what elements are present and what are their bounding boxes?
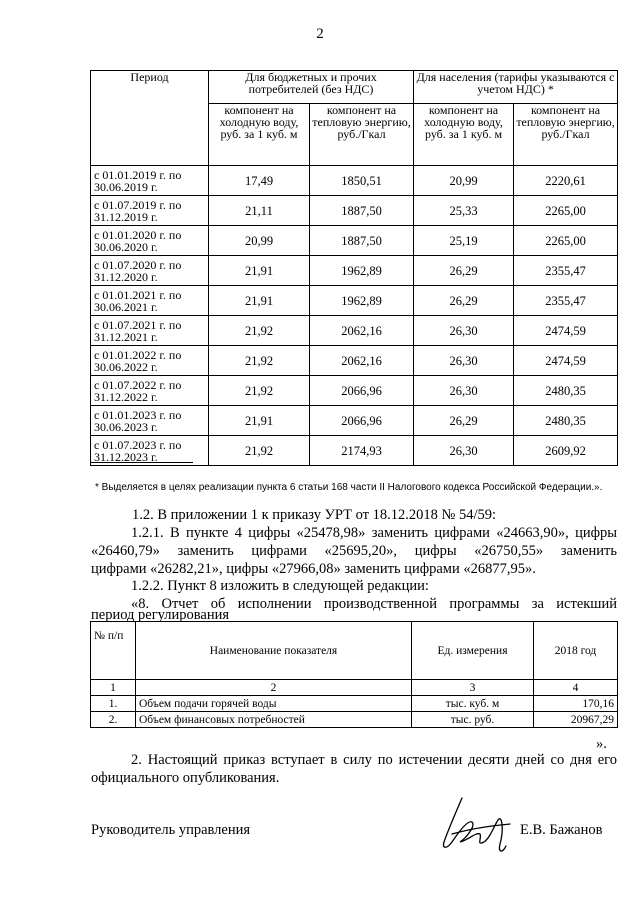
- header-population-heat: компонент на тепловую энергию, руб./Гкал: [514, 104, 618, 166]
- population-heat-cell: 2474,59: [514, 316, 618, 346]
- row-unit: тыс. руб.: [412, 712, 534, 728]
- row-indicator: Объем финансовых потребностей: [136, 712, 412, 728]
- period-cell: с 01.07.2023 г. по 31.12.2023 г.: [91, 436, 209, 466]
- period-cell: с 01.01.2022 г. по 30.06.2022 г.: [91, 346, 209, 376]
- paragraph-8-line-1: «8. Отчет об исполнении производственной программы за истекший: [131, 596, 617, 612]
- header-num: № п/п: [91, 622, 136, 680]
- population-heat-cell: 2609,92: [514, 436, 618, 466]
- table-row: [91, 406, 618, 436]
- budget-water-cell: 21,91: [209, 286, 310, 316]
- table-row: [91, 256, 618, 286]
- handwritten-signature: [432, 790, 522, 865]
- closing-quote: ».: [596, 736, 607, 752]
- budget-water-cell: 21,92: [209, 436, 310, 466]
- paragraph-1-2: 1.2. В приложении 1 к приказу УРТ от 18.12.2018 № 54/59:: [132, 507, 497, 523]
- footnote-separator: [91, 462, 193, 463]
- population-water-cell: 26,29: [414, 256, 514, 286]
- budget-water-cell: 21,11: [209, 196, 310, 226]
- population-water-cell: 26,30: [414, 346, 514, 376]
- row-num: 2.: [91, 712, 136, 728]
- paragraph-8-line-2: период регулирования: [91, 607, 230, 623]
- budget-water-cell: 17,49: [209, 166, 310, 196]
- page-number: 2: [316, 26, 324, 42]
- budget-heat-cell: 2062,16: [310, 316, 414, 346]
- row-unit: тыс. куб. м: [412, 696, 534, 712]
- population-water-cell: 26,30: [414, 436, 514, 466]
- period-cell: с 01.07.2020 г. по 31.12.2020 г.: [91, 256, 209, 286]
- period-cell: с 01.01.2019 г. по 30.06.2019 г.: [91, 166, 209, 196]
- header-population-water: компонент на холодную воду, руб. за 1 куб. м: [414, 104, 514, 166]
- period-cell: с 01.07.2022 г. по 31.12.2022 г.: [91, 376, 209, 406]
- population-water-cell: 26,30: [414, 376, 514, 406]
- population-water-cell: 25,33: [414, 196, 514, 226]
- row-num: 1.: [91, 696, 136, 712]
- budget-heat-cell: 1962,89: [310, 256, 414, 286]
- population-heat-cell: 2265,00: [514, 226, 618, 256]
- budget-water-cell: 21,92: [209, 346, 310, 376]
- budget-heat-cell: 1962,89: [310, 286, 414, 316]
- budget-heat-cell: 2062,16: [310, 346, 414, 376]
- index-cell: 3: [412, 680, 534, 696]
- header-period: Период: [91, 71, 209, 166]
- table-row: [91, 376, 618, 406]
- budget-water-cell: 21,92: [209, 376, 310, 406]
- budget-water-cell: 20,99: [209, 226, 310, 256]
- population-water-cell: 26,29: [414, 286, 514, 316]
- population-heat-cell: 2480,35: [514, 406, 618, 436]
- population-heat-cell: 2480,35: [514, 376, 618, 406]
- paragraph-1-2-1-line-3: цифрами «26282,21», цифры «27966,08» заменить цифрами «26877,95».: [91, 561, 536, 577]
- index-cell: 1: [91, 680, 136, 696]
- population-heat-cell: 2265,00: [514, 196, 618, 226]
- population-water-cell: 25,19: [414, 226, 514, 256]
- index-cell: 4: [534, 680, 618, 696]
- budget-heat-cell: 1887,50: [310, 226, 414, 256]
- signatory-title: Руководитель управления: [91, 822, 251, 838]
- header-budget-water: компонент на холодную воду, руб. за 1 куб. м: [209, 104, 310, 166]
- budget-heat-cell: 2066,96: [310, 406, 414, 436]
- budget-heat-cell: 2174,93: [310, 436, 414, 466]
- population-heat-cell: 2355,47: [514, 286, 618, 316]
- signatory-name: Е.В. Бажанов: [520, 822, 603, 838]
- paragraph-1-2-2: 1.2.2. Пункт 8 изложить в следующей редакции:: [131, 578, 429, 594]
- table-row: [91, 436, 618, 466]
- budget-water-cell: 21,92: [209, 316, 310, 346]
- budget-water-cell: 21,91: [209, 256, 310, 286]
- population-heat-cell: 2474,59: [514, 346, 618, 376]
- header-population-group: Для населения (тарифы указываются с учетом НДС) *: [414, 71, 618, 104]
- paragraph-1-2-1-line-1: 1.2.1. В пункте 4 цифры «25478,98» заменить цифрами «24663,90», цифры: [131, 525, 617, 541]
- table-row: [91, 346, 618, 376]
- population-heat-cell: 2220,61: [514, 166, 618, 196]
- budget-water-cell: 21,91: [209, 406, 310, 436]
- header-unit: Ед. измерения: [412, 622, 534, 680]
- row-value: 20967,29: [534, 712, 618, 728]
- table-row: [91, 696, 618, 712]
- budget-heat-cell: 1850,51: [310, 166, 414, 196]
- header-budget-heat: компонент на тепловую энергию, руб./Гкал: [310, 104, 414, 166]
- index-cell: 2: [136, 680, 412, 696]
- table-row: [91, 286, 618, 316]
- period-cell: с 01.01.2021 г. по 30.06.2021 г.: [91, 286, 209, 316]
- table-row: [91, 316, 618, 346]
- table-row: [91, 226, 618, 256]
- budget-heat-cell: 2066,96: [310, 376, 414, 406]
- row-value: 170,16: [534, 696, 618, 712]
- report-table: [90, 621, 618, 728]
- population-heat-cell: 2355,47: [514, 256, 618, 286]
- tariff-table: [90, 70, 618, 466]
- table-row: [91, 196, 618, 226]
- period-cell: с 01.01.2023 г. по 30.06.2023 г.: [91, 406, 209, 436]
- header-year: 2018 год: [534, 622, 618, 680]
- population-water-cell: 26,30: [414, 316, 514, 346]
- row-indicator: Объем подачи горячей воды: [136, 696, 412, 712]
- paragraph-2-line-1: 2. Настоящий приказ вступает в силу по истечении десяти дней со дня его: [131, 752, 617, 768]
- paragraph-1-2-1-line-2: «26460,79» заменить цифрами «25695,20», цифры «26750,55» заменить: [91, 543, 617, 559]
- budget-heat-cell: 1887,50: [310, 196, 414, 226]
- footnote: * Выделяется в целях реализации пункта 6 статьи 168 части II Налогового кодекса Российской Федерации.».: [95, 482, 603, 493]
- table-row: [91, 166, 618, 196]
- period-cell: с 01.07.2019 г. по 31.12.2019 г.: [91, 196, 209, 226]
- population-water-cell: 20,99: [414, 166, 514, 196]
- period-cell: с 01.07.2021 г. по 31.12.2021 г.: [91, 316, 209, 346]
- paragraph-2-line-2: официального опубликования.: [91, 770, 280, 786]
- period-cell: с 01.01.2020 г. по 30.06.2020 г.: [91, 226, 209, 256]
- table-row: [91, 712, 618, 728]
- header-indicator: Наименование показателя: [136, 622, 412, 680]
- population-water-cell: 26,29: [414, 406, 514, 436]
- header-budget-group: Для бюджетных и прочих потребителей (без НДС): [209, 71, 414, 104]
